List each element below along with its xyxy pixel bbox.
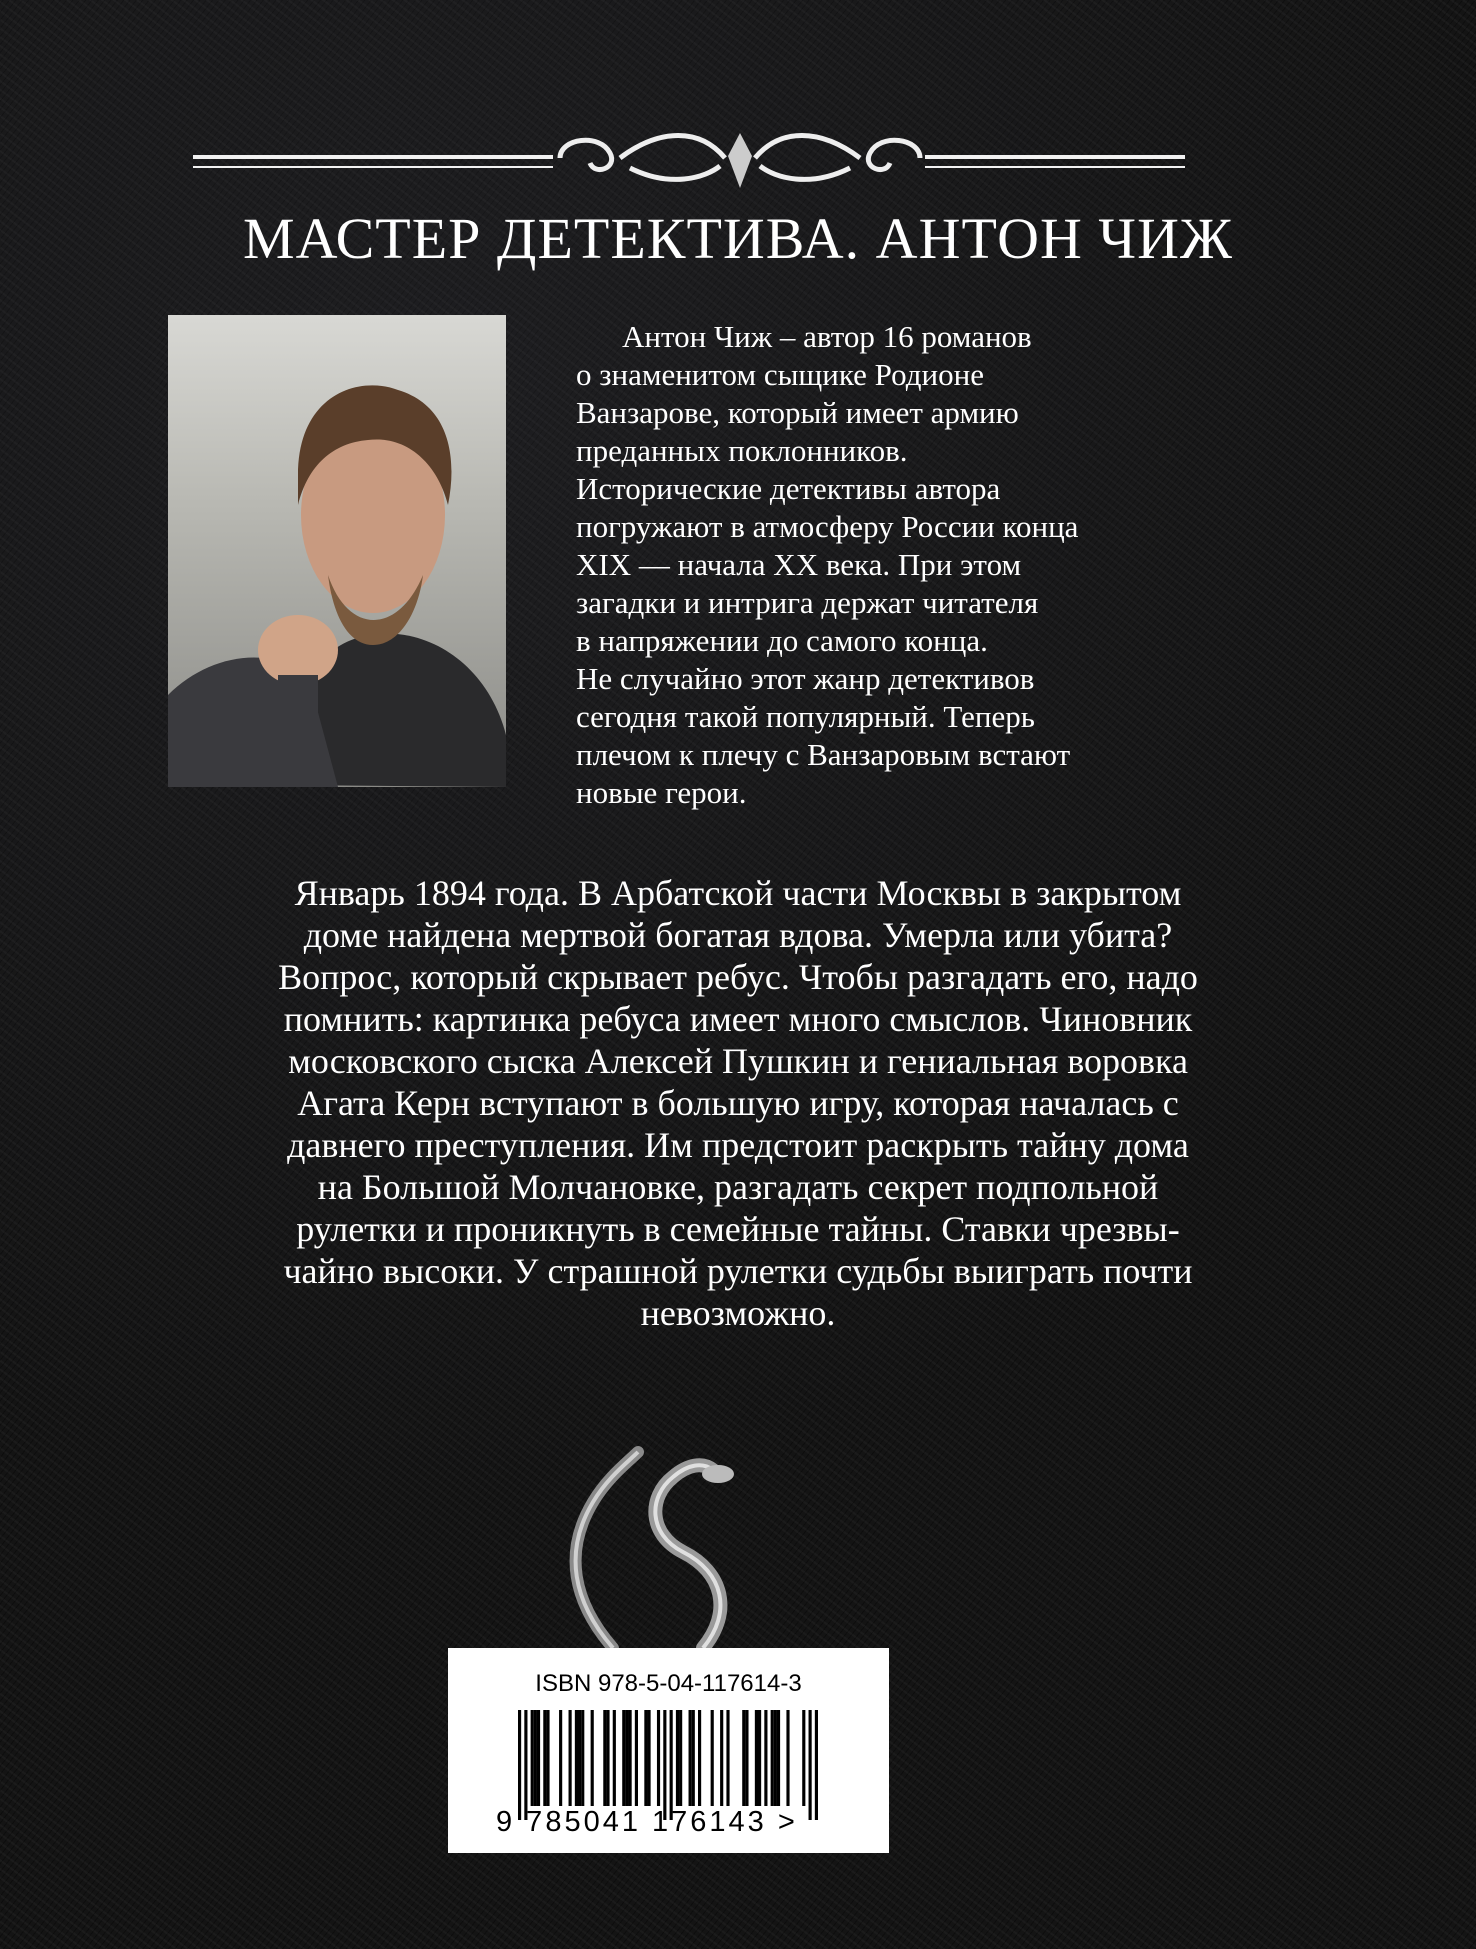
barcode-bar [578, 1710, 581, 1806]
ornament-rule-left [193, 155, 553, 159]
bio-line: Не случайно этот жанр детективов [576, 661, 1035, 696]
barcode-bar [726, 1710, 729, 1806]
barcode-bar [629, 1710, 632, 1806]
ornament-rule-left-thin [193, 166, 553, 168]
barcode-bar [711, 1710, 714, 1806]
barcode-bar [559, 1710, 562, 1806]
author-bio [576, 318, 1196, 812]
barcode-bar [802, 1710, 805, 1806]
barcode-bar [692, 1710, 695, 1806]
barcode-bar [809, 1710, 812, 1820]
barcode-bar [581, 1710, 584, 1806]
bio-line: плечом к плечу с Ванзаровым встают [576, 737, 1071, 772]
barcode-bar [786, 1710, 789, 1806]
author-photo [168, 315, 506, 787]
bio-line: преданных поклонников. [576, 433, 908, 468]
barcode-bar [518, 1710, 521, 1820]
bio-line: о знаменитом сыщике Родионе [576, 357, 984, 392]
barcode-bar [755, 1710, 758, 1806]
barcode-bar [771, 1710, 774, 1806]
blurb-line: рулетки и проникнуть в семейные тайны. Ставки чрезвы- [296, 1209, 1180, 1249]
barcode-bar [524, 1710, 527, 1820]
barcode-bar [625, 1710, 628, 1806]
blurb-line: на Большой Молчановке, разгадать секрет подпольной [317, 1167, 1159, 1207]
barcode-bar [591, 1710, 594, 1806]
barcode-bar [534, 1710, 537, 1806]
bio-line: Ванзарове, который имеет армию [576, 395, 1019, 430]
bio-line: Исторические детективы автора [576, 471, 1001, 506]
blurb-line: давнего преступления. Им предстоит раскрыть тайну дома [287, 1125, 1189, 1165]
ornament-rule-right-thin [925, 166, 1185, 168]
barcode-bar [774, 1710, 777, 1806]
barcode-bar [622, 1710, 625, 1806]
barcode-bar [537, 1710, 540, 1806]
barcode-bar [679, 1710, 682, 1806]
barcode-bar [742, 1710, 745, 1806]
blurb-line: Январь 1894 года. В Арбатской части Москвы в закрытом [294, 873, 1182, 913]
barcode-bar [644, 1710, 647, 1806]
barcode-bar [647, 1710, 650, 1806]
book-blurb [150, 872, 1326, 1334]
barcode-bar [657, 1710, 660, 1806]
blurb-line: Вопрос, который скрывает ребус. Чтобы разгадать его, надо [278, 957, 1198, 997]
snakes-emblem-icon [553, 1442, 763, 1648]
barcode-bar [603, 1710, 606, 1806]
isbn-barcode [448, 1648, 889, 1853]
bio-line: новые герои. [576, 775, 747, 810]
blurb-line: доме найдена мертвой богатая вдова. Умерла или убита? [303, 915, 1173, 955]
barcode-bar [635, 1710, 638, 1806]
bio-line: загадки и интрига держат читателя [576, 585, 1039, 620]
bio-line: сегодня такой популярный. Теперь [576, 699, 1035, 734]
barcode-bar [613, 1710, 616, 1806]
blurb-line: чайно высоки. У страшной рулетки судьбы выиграть почти [283, 1251, 1193, 1291]
blurb-line: московского сыска Алексей Пушкин и гениальная воровка [288, 1041, 1188, 1081]
blurb-line: помнить: картинка ребуса имеет много смыслов. Чиновник [283, 999, 1193, 1039]
flourish-ornament-icon [540, 118, 940, 198]
barcode-bar [531, 1710, 534, 1806]
isbn-label: ISBN 978-5-04-117614-3 [535, 1670, 802, 1697]
bio-line: XIX — начала XX века. При этом [576, 547, 1022, 582]
barcode-bar [606, 1710, 609, 1806]
barcode-digits: 9 785041 176143 > [496, 1806, 798, 1838]
barcode-bar [764, 1710, 767, 1806]
series-title: МАСТЕР ДЕТЕКТИВА. АНТОН ЧИЖ [243, 206, 1233, 271]
blurb-line: Агата Керн вступают в большую игру, которая началась с [297, 1083, 1179, 1123]
barcode-bar [670, 1710, 673, 1820]
blurb-line: невозможно. [640, 1293, 836, 1333]
barcode-bar [546, 1710, 549, 1806]
barcode-bar [575, 1710, 578, 1806]
author-portrait-icon [168, 315, 506, 787]
barcode-bar [698, 1710, 701, 1806]
barcode-bar [815, 1710, 818, 1820]
ornament-rule-right [925, 155, 1185, 159]
barcode-bars [518, 1710, 818, 1820]
barcode-bar [745, 1710, 748, 1806]
bio-line: погружают в атмосферу России конца [576, 509, 1079, 544]
barcode-bar [777, 1710, 780, 1806]
barcode-bar [569, 1710, 572, 1806]
barcode-bar [689, 1710, 692, 1806]
barcode-bar [758, 1710, 761, 1806]
bio-line: Антон Чиж – автор 16 романов [622, 319, 1032, 354]
barcode-bar [676, 1710, 679, 1806]
barcode-bar [720, 1710, 723, 1806]
bio-line: в напряжении до самого конца. [576, 623, 988, 658]
barcode-bar [663, 1710, 666, 1820]
barcode-bar [543, 1710, 546, 1806]
